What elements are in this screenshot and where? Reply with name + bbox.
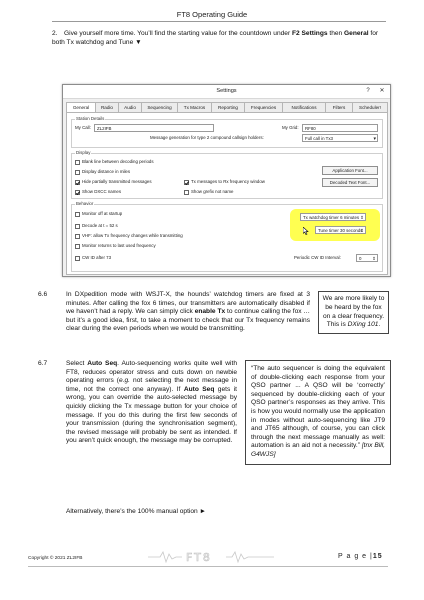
tx-watchdog-spinbox[interactable]: Tx watchdog timer 6 minutes ⇕ bbox=[300, 213, 366, 221]
general-panel bbox=[66, 112, 388, 275]
help-button[interactable]: ? bbox=[366, 88, 370, 94]
section-6-6-text: In DXpedition mode with WSJT-X, the hounds’ watchdog timers are fixed at 3 minutes. After calling the fox 6 times, our transmitters are automatically disabled if we haven’t had a reply. We can simply click enable Tx to continue calling the fox … but it’s a good idea, first, to take a moment to check that our Tx frequency remains clear during the even periods when we would be transmitting. bbox=[66, 291, 311, 333]
behavior-group bbox=[71, 201, 383, 272]
my-grid-label: My Grid: bbox=[282, 125, 299, 130]
footer-copyright: Copyright © 2021 ZL2IFB bbox=[28, 556, 83, 561]
tune-timer-spinbox[interactable]: Tune timer 30 seconds ⇕ bbox=[315, 226, 366, 234]
decode-52-checkbox[interactable] bbox=[75, 224, 80, 229]
settings-title: Settings bbox=[63, 85, 390, 99]
manual-option-text: Alternatively, there’s the 100% manual option ► bbox=[66, 508, 207, 515]
monitor-off-label: Monitor off at startup bbox=[82, 211, 123, 216]
section-6-7-number: 6.7 bbox=[38, 360, 48, 367]
hide-partial-label: Hide partially transmitted messages bbox=[82, 179, 152, 184]
station-details-group bbox=[71, 116, 383, 148]
blank-line-label: Blank line between decoding periods bbox=[82, 159, 154, 164]
tx-messages-rx-checkbox[interactable] bbox=[184, 180, 189, 185]
msg-gen-label: Message generation for type 2 compound callsign holders: bbox=[150, 135, 264, 140]
tab-frequencies[interactable]: Frequencies bbox=[244, 102, 283, 112]
hide-partial-checkbox[interactable] bbox=[75, 180, 80, 185]
vhf-allow-checkbox[interactable] bbox=[75, 234, 80, 239]
station-details-label: Station Details bbox=[76, 116, 105, 121]
application-font-button[interactable]: Application Font... bbox=[322, 166, 378, 175]
distance-miles-checkbox[interactable] bbox=[75, 170, 80, 175]
behavior-label: Behavior bbox=[76, 201, 94, 206]
show-dxcc-label: Show DXCC names bbox=[82, 189, 122, 194]
monitor-returns-label: Monitor returns to last used frequency bbox=[82, 243, 156, 248]
ft8-logo-icon bbox=[146, 548, 276, 566]
settings-tabs bbox=[66, 102, 387, 112]
close-button[interactable]: ✕ bbox=[379, 88, 385, 94]
tab-notifications[interactable]: Notifications bbox=[282, 102, 326, 112]
header-rule bbox=[52, 21, 386, 22]
monitor-off-checkbox[interactable] bbox=[75, 212, 80, 217]
tx-messages-rx-label: Tx messages to Rx frequency window bbox=[191, 179, 265, 184]
footer-page-number: P a g e |15 bbox=[338, 553, 383, 560]
page-header-title: FT8 Operating Guide bbox=[176, 10, 248, 19]
settings-window bbox=[62, 84, 391, 277]
sidebar-clear-frequency: We are more likely to be heard by the fox on a clear frequency. This is DXing 101. bbox=[318, 291, 389, 334]
tab-scheduler[interactable]: Scheduler! bbox=[352, 102, 388, 112]
monitor-returns-checkbox[interactable] bbox=[75, 244, 80, 249]
decoded-text-font-button[interactable]: Decoded Text Font... bbox=[322, 178, 378, 187]
section-6-6-number: 6.6 bbox=[38, 291, 48, 298]
show-prefix-checkbox[interactable] bbox=[184, 190, 189, 195]
cw-id-label: CW ID after 73 bbox=[82, 255, 112, 260]
distance-miles-label: Display distance in miles bbox=[82, 169, 131, 174]
periodic-cw-spinbox[interactable]: 0 ⇕ bbox=[356, 254, 378, 262]
tab-filters[interactable]: Filters bbox=[325, 102, 353, 112]
my-call-input[interactable]: ZL2IFB bbox=[94, 124, 214, 132]
cw-id-checkbox[interactable] bbox=[75, 256, 80, 261]
decode-52-label: Decode at t = 52 s bbox=[82, 223, 118, 228]
section-6-7-text: Select Auto Seq. Auto-sequencing works quite well with FT8, reduces operator stress and cuts down on newbie operating errors (e.g. not selecting the next message in time, not the correct one anyway). If Auto Seq gets it wrong, you can override the auto-selected message by quickly clicking the Tx message button for your choice of message. If you do this during the first few seconds of your transmission (during the synchronisation segment), the revised message will probably be sent as intended. If you aren’t quick enough, the message may be corrupted. bbox=[66, 360, 238, 445]
display-group bbox=[71, 150, 383, 199]
tab-radio[interactable]: Radio bbox=[95, 102, 119, 112]
step-number: 2. bbox=[52, 30, 58, 37]
my-grid-input[interactable]: RF80 bbox=[302, 124, 378, 132]
mouse-pointer-icon bbox=[303, 227, 309, 235]
tab-tx-macros[interactable]: Tx Macros bbox=[177, 102, 212, 112]
vhf-allow-label: VHF: allow Tx frequency changes while transmitting bbox=[82, 233, 183, 238]
periodic-cw-label: Periodic CW ID Interval: bbox=[294, 255, 341, 260]
step-2: 2. Give yourself more time. You’ll find the starting value for the countdown under F2 Settings then General for both Tx watchdog and Tune ▼ bbox=[52, 30, 379, 46]
tab-general[interactable]: General bbox=[66, 102, 96, 113]
msg-gen-select[interactable]: Full call in Tx3 ▾ bbox=[302, 134, 378, 142]
tab-audio[interactable]: Audio bbox=[118, 102, 142, 112]
my-call-label: My Call: bbox=[75, 125, 91, 130]
display-label: Display bbox=[76, 150, 91, 155]
sidebar-quote: “The auto sequencer is doing the equivalent of double-clicking each response from your QSO partner ... A QSO will be ‘correctly’ sequenced by double-clicking each of your QSO partner’s responses as they arrive. This is how you would normally use the application in modes without auto-sequencing like JT9 and JT65 although, of course, you can click through the next message manually as well: automation is an aid not a necessity.” [tnx Bill, G4WJS] bbox=[245, 360, 391, 465]
tab-reporting[interactable]: Reporting bbox=[211, 102, 245, 112]
footer-rule bbox=[28, 566, 388, 567]
blank-line-checkbox[interactable] bbox=[75, 160, 80, 165]
tab-sequencing[interactable]: Sequencing bbox=[141, 102, 178, 112]
show-dxcc-checkbox[interactable] bbox=[75, 190, 80, 195]
show-prefix-label: Show grefix not name bbox=[191, 189, 234, 194]
svg-text:FT8: FT8 bbox=[186, 551, 212, 564]
